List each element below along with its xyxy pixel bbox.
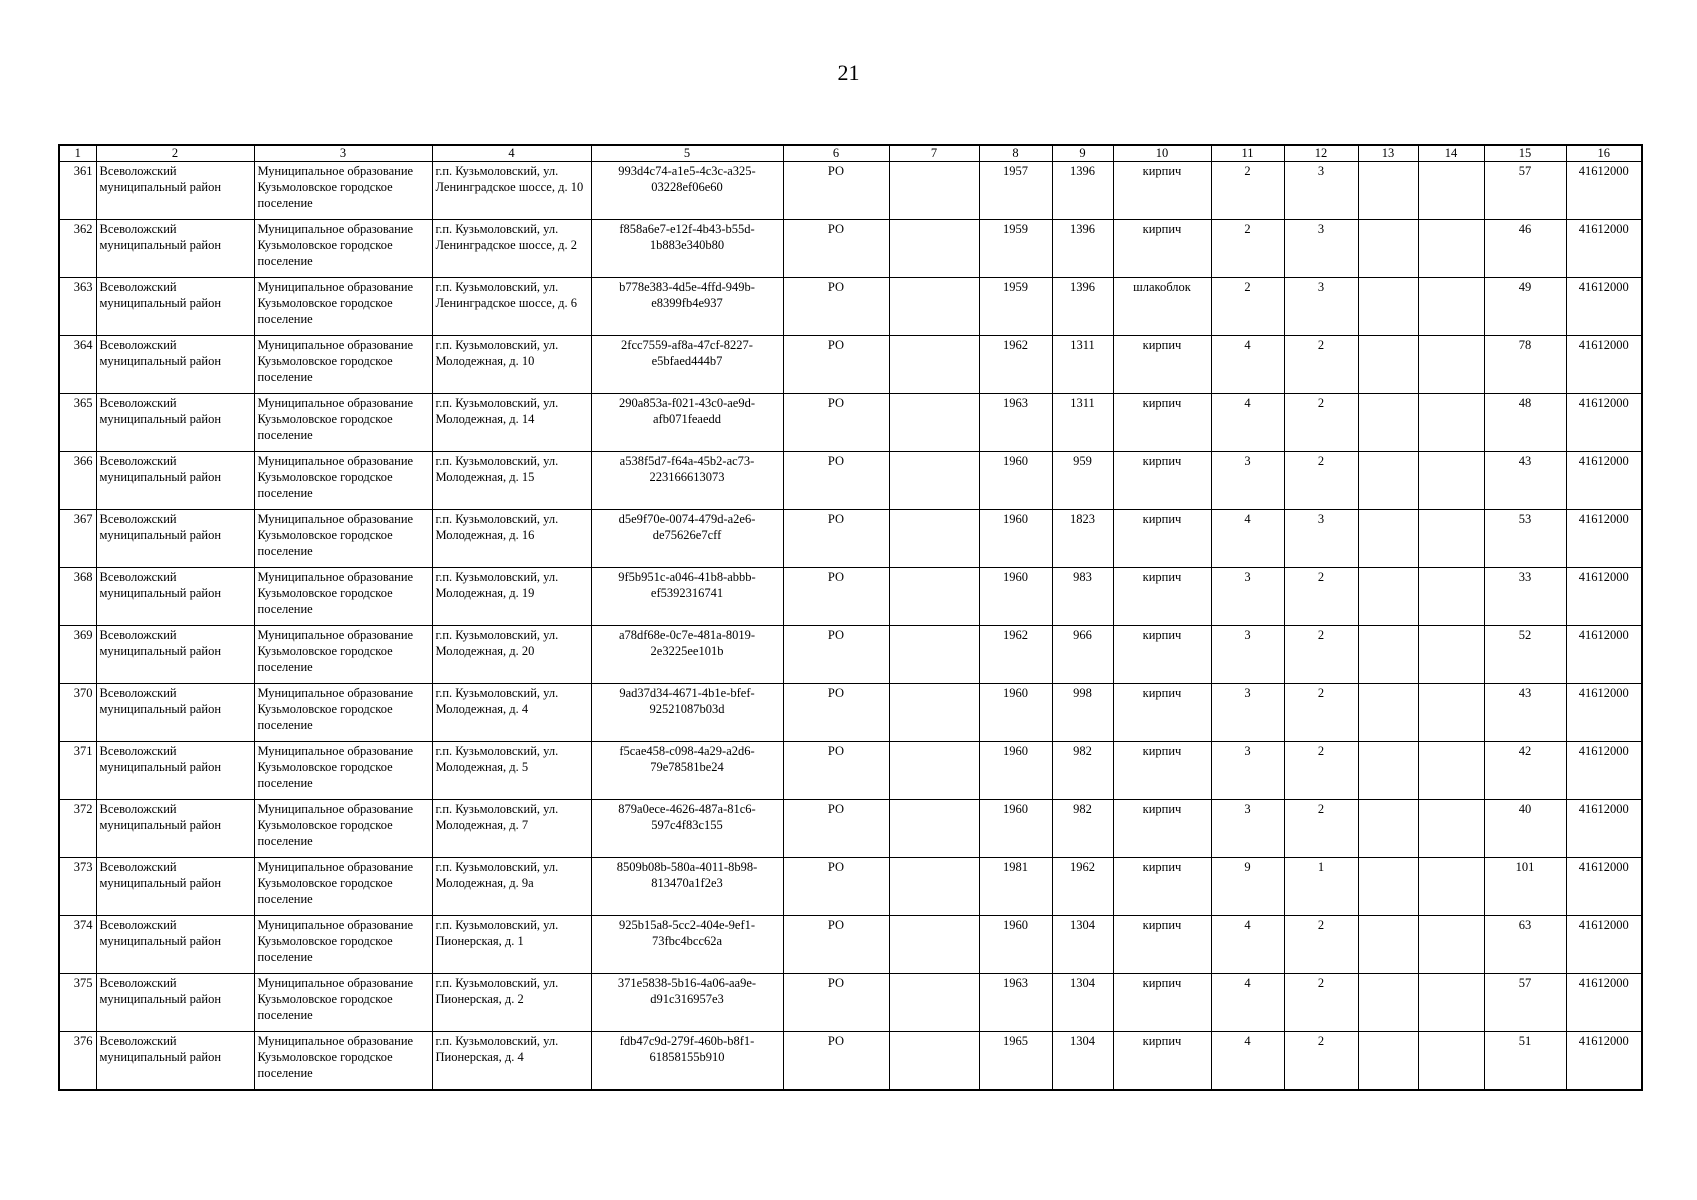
cell-wall-material: кирпич [1113, 858, 1211, 916]
cell-type-code: РО [783, 394, 889, 452]
cell-row-number: 368 [59, 568, 96, 626]
cell-entrances: 3 [1284, 162, 1358, 220]
cell-type-code: РО [783, 974, 889, 1032]
cell-municipality: Муниципальное образование Кузьмоловское городское поселение [254, 452, 432, 510]
cell-area: 983 [1052, 568, 1113, 626]
cell-oktmo: 41612000 [1566, 452, 1642, 510]
table-row [59, 858, 1642, 916]
cell-year-built: 1959 [979, 278, 1052, 336]
cell-fias-id: fdb47c9d-279f-460b-b8f1-61858155b910 [591, 1032, 783, 1090]
cell-col-7 [889, 742, 979, 800]
column-header-8: 8 [979, 145, 1052, 162]
cell-wall-material: кирпич [1113, 684, 1211, 742]
cell-fias-id: 2fcc7559-af8a-47cf-8227-e5bfaed444b7 [591, 336, 783, 394]
cell-district: Всеволожский муниципальный район [96, 278, 254, 336]
housing-register-table [58, 144, 1643, 1091]
cell-oktmo: 41612000 [1566, 626, 1642, 684]
cell-oktmo: 41612000 [1566, 800, 1642, 858]
cell-col-7 [889, 800, 979, 858]
cell-address: г.п. Кузьмоловский, ул. Молодежная, д. 5 [432, 742, 591, 800]
cell-address: г.п. Кузьмоловский, ул. Молодежная, д. 4 [432, 684, 591, 742]
table-row [59, 800, 1642, 858]
cell-fias-id: 290a853a-f021-43c0-ae9d-afb071feaedd [591, 394, 783, 452]
cell-area: 1962 [1052, 858, 1113, 916]
cell-row-number: 365 [59, 394, 96, 452]
cell-col-7 [889, 568, 979, 626]
cell-floors: 2 [1211, 278, 1284, 336]
cell-district: Всеволожский муниципальный район [96, 626, 254, 684]
cell-year-built: 1960 [979, 510, 1052, 568]
cell-type-code: РО [783, 278, 889, 336]
cell-entrances: 2 [1284, 626, 1358, 684]
cell-entrances: 2 [1284, 1032, 1358, 1090]
table-row [59, 742, 1642, 800]
cell-row-number: 364 [59, 336, 96, 394]
cell-row-number: 363 [59, 278, 96, 336]
cell-col-7 [889, 626, 979, 684]
cell-col-14 [1418, 974, 1484, 1032]
column-header-2: 2 [96, 145, 254, 162]
cell-col-14 [1418, 394, 1484, 452]
table-row [59, 1032, 1642, 1090]
column-header-5: 5 [591, 145, 783, 162]
cell-row-number: 373 [59, 858, 96, 916]
cell-fias-id: 371e5838-5b16-4a06-aa9e-d91c316957e3 [591, 974, 783, 1032]
cell-entrances: 2 [1284, 336, 1358, 394]
table-row [59, 452, 1642, 510]
cell-area: 1304 [1052, 974, 1113, 1032]
cell-municipality: Муниципальное образование Кузьмоловское городское поселение [254, 336, 432, 394]
cell-wall-material: кирпич [1113, 974, 1211, 1032]
column-header-11: 11 [1211, 145, 1284, 162]
cell-type-code: РО [783, 858, 889, 916]
cell-area: 959 [1052, 452, 1113, 510]
cell-row-number: 362 [59, 220, 96, 278]
cell-year-built: 1962 [979, 336, 1052, 394]
cell-entrances: 2 [1284, 916, 1358, 974]
cell-floors: 3 [1211, 568, 1284, 626]
cell-col-13 [1358, 858, 1418, 916]
cell-apartments: 33 [1484, 568, 1566, 626]
cell-district: Всеволожский муниципальный район [96, 568, 254, 626]
cell-wall-material: шлакоблок [1113, 278, 1211, 336]
cell-address: г.п. Кузьмоловский, ул. Молодежная, д. 9а [432, 858, 591, 916]
cell-type-code: РО [783, 742, 889, 800]
cell-area: 1396 [1052, 220, 1113, 278]
cell-area: 1311 [1052, 394, 1113, 452]
cell-district: Всеволожский муниципальный район [96, 1032, 254, 1090]
cell-district: Всеволожский муниципальный район [96, 858, 254, 916]
cell-district: Всеволожский муниципальный район [96, 336, 254, 394]
page-number: 21 [837, 60, 860, 85]
cell-oktmo: 41612000 [1566, 916, 1642, 974]
cell-year-built: 1960 [979, 800, 1052, 858]
cell-floors: 3 [1211, 800, 1284, 858]
table-row [59, 510, 1642, 568]
cell-col-14 [1418, 858, 1484, 916]
cell-wall-material: кирпич [1113, 800, 1211, 858]
cell-area: 966 [1052, 626, 1113, 684]
cell-type-code: РО [783, 916, 889, 974]
cell-apartments: 78 [1484, 336, 1566, 394]
cell-district: Всеволожский муниципальный район [96, 220, 254, 278]
table-row [59, 684, 1642, 742]
cell-wall-material: кирпич [1113, 742, 1211, 800]
table-row [59, 626, 1642, 684]
cell-apartments: 43 [1484, 684, 1566, 742]
cell-floors: 2 [1211, 220, 1284, 278]
cell-col-13 [1358, 394, 1418, 452]
cell-address: г.п. Кузьмоловский, ул. Молодежная, д. 19 [432, 568, 591, 626]
cell-address: г.п. Кузьмоловский, ул. Пионерская, д. 4 [432, 1032, 591, 1090]
cell-fias-id: f5cae458-c098-4a29-a2d6-79e78581be24 [591, 742, 783, 800]
cell-district: Всеволожский муниципальный район [96, 800, 254, 858]
cell-floors: 3 [1211, 452, 1284, 510]
cell-municipality: Муниципальное образование Кузьмоловское городское поселение [254, 394, 432, 452]
cell-col-7 [889, 858, 979, 916]
cell-col-13 [1358, 510, 1418, 568]
cell-type-code: РО [783, 452, 889, 510]
cell-entrances: 3 [1284, 278, 1358, 336]
cell-col-14 [1418, 278, 1484, 336]
cell-municipality: Муниципальное образование Кузьмоловское городское поселение [254, 220, 432, 278]
cell-col-13 [1358, 974, 1418, 1032]
cell-col-14 [1418, 162, 1484, 220]
cell-municipality: Муниципальное образование Кузьмоловское городское поселение [254, 974, 432, 1032]
cell-address: г.п. Кузьмоловский, ул. Молодежная, д. 15 [432, 452, 591, 510]
cell-area: 1396 [1052, 278, 1113, 336]
cell-entrances: 3 [1284, 220, 1358, 278]
cell-floors: 4 [1211, 394, 1284, 452]
cell-row-number: 374 [59, 916, 96, 974]
cell-entrances: 1 [1284, 858, 1358, 916]
cell-address: г.п. Кузьмоловский, ул. Молодежная, д. 16 [432, 510, 591, 568]
cell-floors: 4 [1211, 1032, 1284, 1090]
cell-type-code: РО [783, 626, 889, 684]
cell-oktmo: 41612000 [1566, 394, 1642, 452]
cell-entrances: 2 [1284, 684, 1358, 742]
cell-col-7 [889, 394, 979, 452]
cell-col-13 [1358, 162, 1418, 220]
column-header-16: 16 [1566, 145, 1642, 162]
cell-col-7 [889, 278, 979, 336]
cell-apartments: 46 [1484, 220, 1566, 278]
cell-floors: 4 [1211, 916, 1284, 974]
cell-fias-id: 925b15a8-5cc2-404e-9ef1-73fbc4bcc62a [591, 916, 783, 974]
cell-col-14 [1418, 684, 1484, 742]
column-header-7: 7 [889, 145, 979, 162]
cell-wall-material: кирпич [1113, 916, 1211, 974]
cell-oktmo: 41612000 [1566, 162, 1642, 220]
cell-area: 982 [1052, 800, 1113, 858]
cell-col-13 [1358, 220, 1418, 278]
cell-col-13 [1358, 568, 1418, 626]
cell-col-13 [1358, 452, 1418, 510]
cell-apartments: 40 [1484, 800, 1566, 858]
cell-col-14 [1418, 220, 1484, 278]
cell-fias-id: 9f5b951c-a046-41b8-abbb-ef5392316741 [591, 568, 783, 626]
cell-col-14 [1418, 742, 1484, 800]
cell-district: Всеволожский муниципальный район [96, 452, 254, 510]
cell-oktmo: 41612000 [1566, 1032, 1642, 1090]
cell-fias-id: b778e383-4d5e-4ffd-949b-e8399fb4e937 [591, 278, 783, 336]
cell-district: Всеволожский муниципальный район [96, 974, 254, 1032]
cell-fias-id: f858a6e7-e12f-4b43-b55d-1b883e340b80 [591, 220, 783, 278]
table-row [59, 336, 1642, 394]
cell-col-7 [889, 220, 979, 278]
cell-type-code: РО [783, 162, 889, 220]
cell-wall-material: кирпич [1113, 336, 1211, 394]
cell-wall-material: кирпич [1113, 220, 1211, 278]
cell-year-built: 1960 [979, 684, 1052, 742]
cell-floors: 3 [1211, 742, 1284, 800]
cell-year-built: 1960 [979, 452, 1052, 510]
cell-address: г.п. Кузьмоловский, ул. Пионерская, д. 2 [432, 974, 591, 1032]
cell-col-13 [1358, 916, 1418, 974]
cell-apartments: 49 [1484, 278, 1566, 336]
cell-floors: 3 [1211, 626, 1284, 684]
cell-col-14 [1418, 452, 1484, 510]
cell-address: г.п. Кузьмоловский, ул. Ленинградское шоссе, д. 10 [432, 162, 591, 220]
cell-col-7 [889, 974, 979, 1032]
cell-fias-id: d5e9f70e-0074-479d-a2e6-de75626e7cff [591, 510, 783, 568]
cell-fias-id: 8509b08b-580a-4011-8b98-813470a1f2e3 [591, 858, 783, 916]
table-row [59, 278, 1642, 336]
cell-col-14 [1418, 800, 1484, 858]
cell-fias-id: a538f5d7-f64a-45b2-ac73-223166613073 [591, 452, 783, 510]
cell-col-14 [1418, 568, 1484, 626]
cell-entrances: 2 [1284, 568, 1358, 626]
cell-address: г.п. Кузьмоловский, ул. Молодежная, д. 14 [432, 394, 591, 452]
cell-fias-id: 993d4c74-a1e5-4c3c-a325-03228ef06e60 [591, 162, 783, 220]
cell-year-built: 1959 [979, 220, 1052, 278]
cell-area: 1311 [1052, 336, 1113, 394]
cell-fias-id: 879a0ece-4626-487a-81c6-597c4f83c155 [591, 800, 783, 858]
cell-fias-id: a78df68e-0c7e-481a-8019-2e3225ee101b [591, 626, 783, 684]
cell-apartments: 53 [1484, 510, 1566, 568]
cell-col-13 [1358, 278, 1418, 336]
cell-floors: 4 [1211, 336, 1284, 394]
column-header-13: 13 [1358, 145, 1418, 162]
cell-col-7 [889, 510, 979, 568]
cell-year-built: 1962 [979, 626, 1052, 684]
cell-address: г.п. Кузьмоловский, ул. Молодежная, д. 10 [432, 336, 591, 394]
cell-municipality: Муниципальное образование Кузьмоловское городское поселение [254, 858, 432, 916]
table-row [59, 162, 1642, 220]
cell-address: г.п. Кузьмоловский, ул. Ленинградское шоссе, д. 6 [432, 278, 591, 336]
column-header-12: 12 [1284, 145, 1358, 162]
cell-wall-material: кирпич [1113, 1032, 1211, 1090]
cell-area: 1304 [1052, 916, 1113, 974]
cell-oktmo: 41612000 [1566, 220, 1642, 278]
cell-entrances: 2 [1284, 452, 1358, 510]
cell-municipality: Муниципальное образование Кузьмоловское городское поселение [254, 742, 432, 800]
cell-apartments: 48 [1484, 394, 1566, 452]
cell-apartments: 52 [1484, 626, 1566, 684]
cell-entrances: 2 [1284, 974, 1358, 1032]
cell-year-built: 1963 [979, 394, 1052, 452]
cell-area: 998 [1052, 684, 1113, 742]
cell-entrances: 2 [1284, 742, 1358, 800]
cell-apartments: 57 [1484, 162, 1566, 220]
cell-row-number: 375 [59, 974, 96, 1032]
column-header-6: 6 [783, 145, 889, 162]
cell-col-14 [1418, 336, 1484, 394]
column-header-10: 10 [1113, 145, 1211, 162]
cell-district: Всеволожский муниципальный район [96, 510, 254, 568]
cell-entrances: 2 [1284, 394, 1358, 452]
cell-floors: 4 [1211, 974, 1284, 1032]
cell-col-14 [1418, 510, 1484, 568]
cell-floors: 3 [1211, 684, 1284, 742]
cell-col-7 [889, 336, 979, 394]
cell-col-14 [1418, 1032, 1484, 1090]
cell-wall-material: кирпич [1113, 394, 1211, 452]
cell-municipality: Муниципальное образование Кузьмоловское городское поселение [254, 916, 432, 974]
cell-area: 982 [1052, 742, 1113, 800]
cell-floors: 9 [1211, 858, 1284, 916]
cell-district: Всеволожский муниципальный район [96, 394, 254, 452]
cell-row-number: 361 [59, 162, 96, 220]
column-header-9: 9 [1052, 145, 1113, 162]
cell-area: 1304 [1052, 1032, 1113, 1090]
cell-row-number: 366 [59, 452, 96, 510]
cell-wall-material: кирпич [1113, 162, 1211, 220]
table-body [59, 162, 1642, 1090]
cell-floors: 4 [1211, 510, 1284, 568]
cell-municipality: Муниципальное образование Кузьмоловское городское поселение [254, 800, 432, 858]
cell-row-number: 370 [59, 684, 96, 742]
cell-year-built: 1981 [979, 858, 1052, 916]
column-header-4: 4 [432, 145, 591, 162]
cell-type-code: РО [783, 684, 889, 742]
cell-col-14 [1418, 626, 1484, 684]
table-row [59, 220, 1642, 278]
cell-entrances: 2 [1284, 800, 1358, 858]
table-row [59, 974, 1642, 1032]
cell-apartments: 57 [1484, 974, 1566, 1032]
cell-col-13 [1358, 742, 1418, 800]
cell-year-built: 1965 [979, 1032, 1052, 1090]
cell-municipality: Муниципальное образование Кузьмоловское городское поселение [254, 162, 432, 220]
cell-district: Всеволожский муниципальный район [96, 742, 254, 800]
cell-col-7 [889, 452, 979, 510]
cell-col-7 [889, 684, 979, 742]
cell-apartments: 63 [1484, 916, 1566, 974]
cell-address: г.п. Кузьмоловский, ул. Ленинградское шоссе, д. 2 [432, 220, 591, 278]
cell-address: г.п. Кузьмоловский, ул. Молодежная, д. 7 [432, 800, 591, 858]
cell-type-code: РО [783, 1032, 889, 1090]
cell-year-built: 1960 [979, 742, 1052, 800]
cell-district: Всеволожский муниципальный район [96, 684, 254, 742]
cell-oktmo: 41612000 [1566, 336, 1642, 394]
cell-apartments: 101 [1484, 858, 1566, 916]
column-header-15: 15 [1484, 145, 1566, 162]
cell-apartments: 42 [1484, 742, 1566, 800]
cell-year-built: 1960 [979, 568, 1052, 626]
cell-oktmo: 41612000 [1566, 974, 1642, 1032]
cell-type-code: РО [783, 568, 889, 626]
cell-col-7 [889, 916, 979, 974]
cell-municipality: Муниципальное образование Кузьмоловское городское поселение [254, 626, 432, 684]
cell-fias-id: 9ad37d34-4671-4b1e-bfef-92521087b03d [591, 684, 783, 742]
cell-col-13 [1358, 336, 1418, 394]
cell-row-number: 367 [59, 510, 96, 568]
cell-apartments: 43 [1484, 452, 1566, 510]
cell-wall-material: кирпич [1113, 510, 1211, 568]
column-header-1: 1 [59, 145, 96, 162]
cell-year-built: 1963 [979, 974, 1052, 1032]
cell-oktmo: 41612000 [1566, 510, 1642, 568]
cell-oktmo: 41612000 [1566, 858, 1642, 916]
cell-district: Всеволожский муниципальный район [96, 162, 254, 220]
table-row [59, 394, 1642, 452]
cell-col-13 [1358, 1032, 1418, 1090]
table-row [59, 916, 1642, 974]
cell-type-code: РО [783, 336, 889, 394]
table-row [59, 568, 1642, 626]
table-header [59, 145, 1642, 162]
cell-col-14 [1418, 916, 1484, 974]
cell-year-built: 1957 [979, 162, 1052, 220]
cell-year-built: 1960 [979, 916, 1052, 974]
cell-row-number: 372 [59, 800, 96, 858]
cell-row-number: 371 [59, 742, 96, 800]
cell-municipality: Муниципальное образование Кузьмоловское городское поселение [254, 1032, 432, 1090]
cell-wall-material: кирпич [1113, 452, 1211, 510]
cell-type-code: РО [783, 220, 889, 278]
column-header-3: 3 [254, 145, 432, 162]
cell-type-code: РО [783, 800, 889, 858]
cell-row-number: 369 [59, 626, 96, 684]
cell-oktmo: 41612000 [1566, 278, 1642, 336]
cell-oktmo: 41612000 [1566, 568, 1642, 626]
cell-wall-material: кирпич [1113, 568, 1211, 626]
cell-col-7 [889, 162, 979, 220]
cell-col-13 [1358, 626, 1418, 684]
cell-col-13 [1358, 684, 1418, 742]
cell-area: 1823 [1052, 510, 1113, 568]
cell-row-number: 376 [59, 1032, 96, 1090]
cell-municipality: Муниципальное образование Кузьмоловское городское поселение [254, 510, 432, 568]
cell-apartments: 51 [1484, 1032, 1566, 1090]
cell-col-13 [1358, 800, 1418, 858]
cell-type-code: РО [783, 510, 889, 568]
cell-entrances: 3 [1284, 510, 1358, 568]
cell-municipality: Муниципальное образование Кузьмоловское городское поселение [254, 278, 432, 336]
cell-address: г.п. Кузьмоловский, ул. Молодежная, д. 20 [432, 626, 591, 684]
cell-floors: 2 [1211, 162, 1284, 220]
cell-district: Всеволожский муниципальный район [96, 916, 254, 974]
column-header-14: 14 [1418, 145, 1484, 162]
cell-address: г.п. Кузьмоловский, ул. Пионерская, д. 1 [432, 916, 591, 974]
cell-municipality: Муниципальное образование Кузьмоловское городское поселение [254, 568, 432, 626]
cell-wall-material: кирпич [1113, 626, 1211, 684]
cell-oktmo: 41612000 [1566, 742, 1642, 800]
cell-municipality: Муниципальное образование Кузьмоловское городское поселение [254, 684, 432, 742]
header-row [59, 145, 1642, 162]
cell-col-7 [889, 1032, 979, 1090]
cell-oktmo: 41612000 [1566, 684, 1642, 742]
cell-area: 1396 [1052, 162, 1113, 220]
